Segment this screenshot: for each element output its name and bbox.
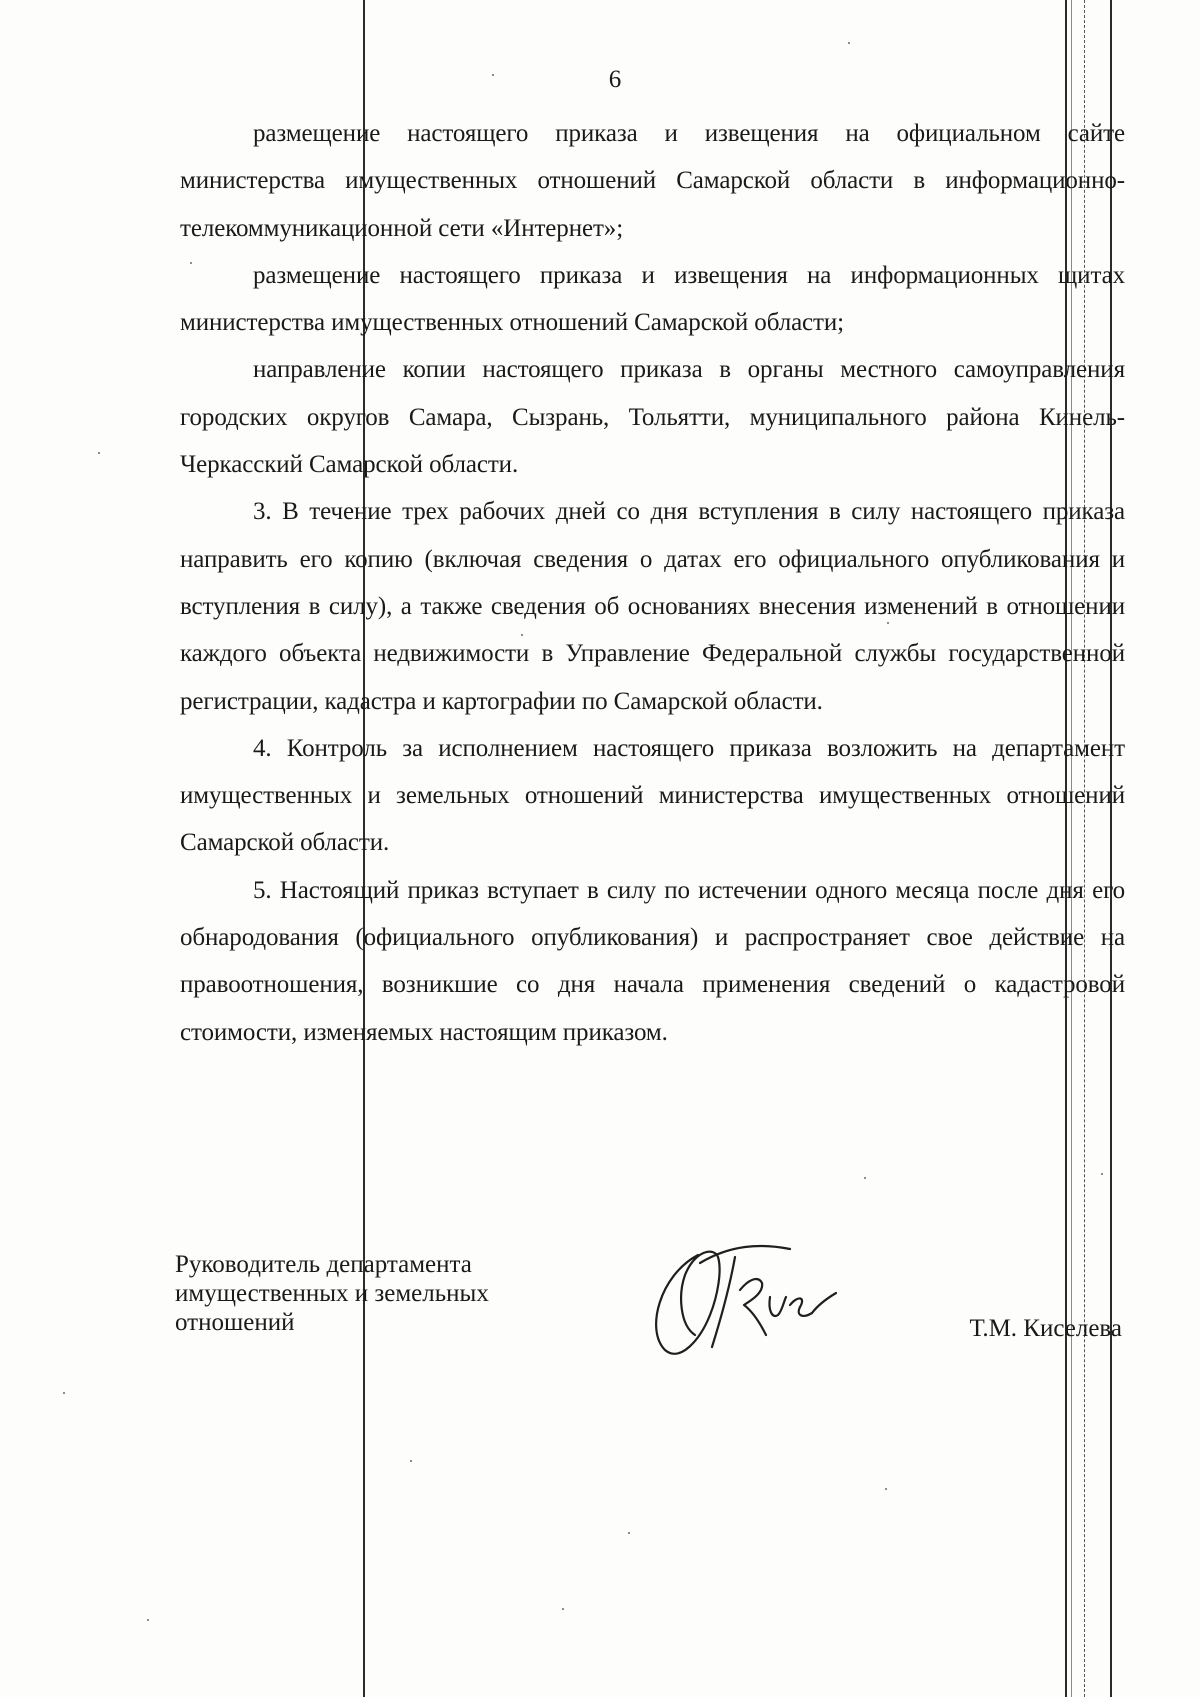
scan-speck [410,1460,412,1462]
scan-speck [63,1392,65,1394]
paragraph-local-authorities: направление копии настоящего приказа в органы местного самоуправления городских округов Самара, Сызрань, Тольятти, муниципального района Кинель-Черкасский Самарской области. [180,356,1125,479]
page-number: 6 [608,66,622,93]
paragraph-registration-office: 3. В течение трех рабочих дней со дня вступления в силу настоящего приказа направить его копию (включая сведения о датах его официального опубликования и вступления в силу), а также сведения об основаниях внесения изменений в отношении каждого объекта недвижимости в Управление Федеральной службы государственной регистрации, кадастра и картографии по Самарской области. [180,498,1125,715]
paragraph-website-publication: размещение настоящего приказа и извещения на официальном сайте министерства имущественных отношений Самарской области в информационно-телекоммуникационной сети «Интернет»; [180,120,1125,242]
scan-speck [98,452,100,454]
scan-speck [1101,1173,1103,1175]
position-line: отношений [175,1309,295,1336]
position-line: Руководитель департамента [175,1251,472,1278]
scan-speck [864,1177,866,1179]
paragraph-notice-boards: размещение настоящего приказа и извещения на информационных щитах министерства имущественных отношений Самарской области; [180,261,1125,337]
signer-name: Т.М. Киселева [969,1315,1122,1342]
scan-speck [147,1619,149,1621]
scan-speck [848,42,850,44]
scan-speck [885,1488,887,1490]
scan-speck [628,1532,630,1534]
scan-speck [562,1608,564,1610]
document-body [180,110,1125,1056]
paragraph-control: 4. Контроль за исполнением настоящего приказа возложить на департамент имущественных и земельных отношений министерства имущественных отношений Самарской области. [180,734,1125,857]
signature-block [175,1250,1125,1370]
handwritten-signature [640,1235,850,1365]
paragraph-entry-into-force: 5. Настоящий приказ вступает в силу по истечении одного месяца после дня его обнародования (официального опубликования) и распространяет свое действие на правоотношения, возникшие со дня начала применения сведений о кадастровой стоимости, изменяемых настоящим приказом. [180,876,1125,1046]
position-line: имущественных и земельных [175,1280,489,1307]
scan-speck [492,74,494,76]
signer-position [175,1250,555,1337]
